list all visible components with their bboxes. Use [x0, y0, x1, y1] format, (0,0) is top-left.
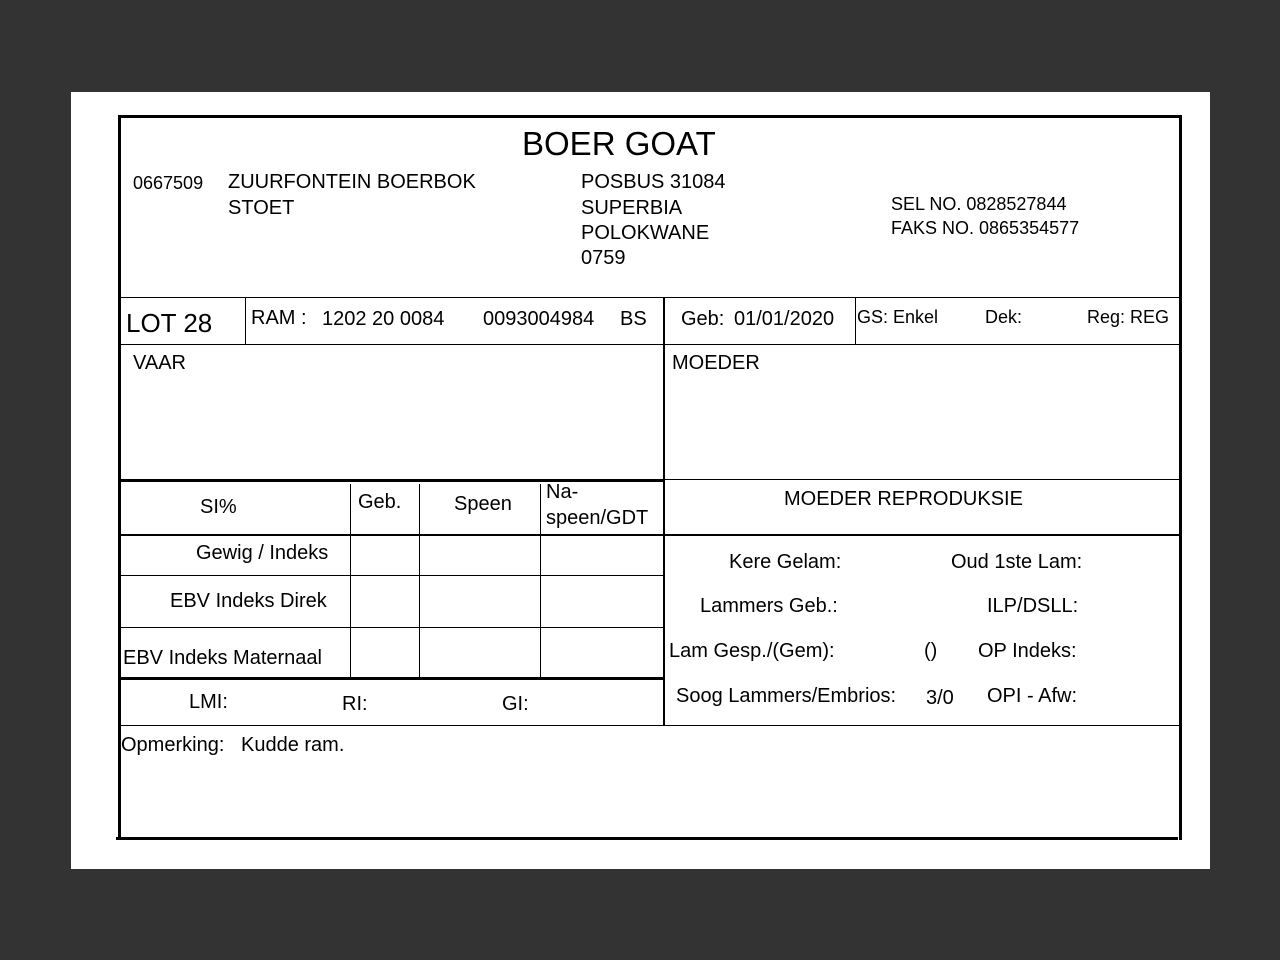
- row-label: EBV Indeks Direk: [170, 590, 327, 612]
- fax-number: FAKS NO. 0865354577: [891, 218, 1080, 238]
- field-label: ILP/DSLL:: [987, 595, 1079, 617]
- card-title: BOER GOAT: [522, 125, 716, 162]
- card-border-bottom: [116, 837, 1178, 840]
- divider: [540, 484, 541, 678]
- field-label: Lam Gesp./(Gem):: [669, 640, 835, 662]
- divider: [121, 575, 664, 576]
- breeder-number: 0667509: [133, 173, 204, 193]
- breeder-name: ZUURFONTEIN BOERBOK: [228, 171, 476, 193]
- registration: Reg: REG: [1087, 307, 1170, 327]
- ram-code: BS: [620, 308, 647, 330]
- address-line: POSBUS 31084: [581, 171, 726, 193]
- ram-number: 0093004984: [483, 308, 595, 330]
- address-line: 0759: [581, 247, 626, 269]
- field-label: Lammers Geb.:: [700, 595, 838, 617]
- phone-number: SEL NO. 0828527844: [891, 194, 1067, 214]
- remarks-value: Kudde ram.: [241, 734, 345, 756]
- divider: [245, 297, 246, 344]
- divider: [121, 297, 1179, 298]
- reproduction-title: MOEDER REPRODUKSIE: [784, 488, 1023, 510]
- divider: [121, 534, 1179, 536]
- column-header: Na-: [546, 481, 579, 503]
- divider: [121, 725, 1179, 726]
- divider: [121, 344, 1179, 345]
- gi-label: GI:: [502, 693, 529, 715]
- field-label: Oud 1ste Lam:: [951, 551, 1083, 573]
- address-line: POLOKWANE: [581, 222, 710, 244]
- field-value: 3/0: [926, 687, 954, 709]
- divider: [855, 297, 856, 344]
- birth-status: GS: Enkel: [857, 307, 939, 327]
- ram-id: 1202 20 0084: [322, 308, 445, 330]
- si-header: SI%: [200, 496, 237, 518]
- address-line: SUPERBIA: [581, 197, 683, 219]
- card-border-left: [118, 115, 121, 840]
- dek-label: Dek:: [985, 307, 1023, 327]
- birth-date: 01/01/2020: [734, 308, 835, 330]
- field-label: OP Indeks:: [978, 640, 1077, 662]
- divider: [121, 627, 664, 628]
- breeder-name: STOET: [228, 197, 295, 219]
- birth-date-label: Geb:: [681, 308, 725, 330]
- field-label: Kere Gelam:: [729, 551, 842, 573]
- divider: [663, 297, 665, 725]
- ram-label: RAM :: [251, 307, 307, 329]
- column-header: speen/GDT: [546, 507, 649, 529]
- divider: [419, 484, 420, 678]
- column-header: Geb.: [358, 491, 402, 513]
- field-label: Soog Lammers/Embrios:: [676, 685, 897, 707]
- divider: [350, 484, 351, 678]
- divider: [121, 677, 664, 680]
- ri-label: RI:: [342, 693, 368, 715]
- field-value: (): [924, 640, 938, 662]
- column-header: Speen: [454, 493, 512, 515]
- sire-label: VAAR: [133, 352, 186, 374]
- remarks-label: Opmerking:: [121, 734, 225, 756]
- row-label: Gewig / Indeks: [196, 542, 329, 564]
- field-label: OPI - Afw:: [987, 685, 1078, 707]
- dam-label: MOEDER: [672, 352, 760, 374]
- divider: [664, 479, 1179, 480]
- lot-number: LOT 28: [126, 308, 213, 338]
- card-border-right: [1179, 115, 1182, 840]
- row-label: EBV Indeks Maternaal: [123, 647, 322, 669]
- lmi-label: LMI:: [189, 691, 228, 713]
- divider: [121, 479, 664, 482]
- card-border-top: [118, 115, 1182, 118]
